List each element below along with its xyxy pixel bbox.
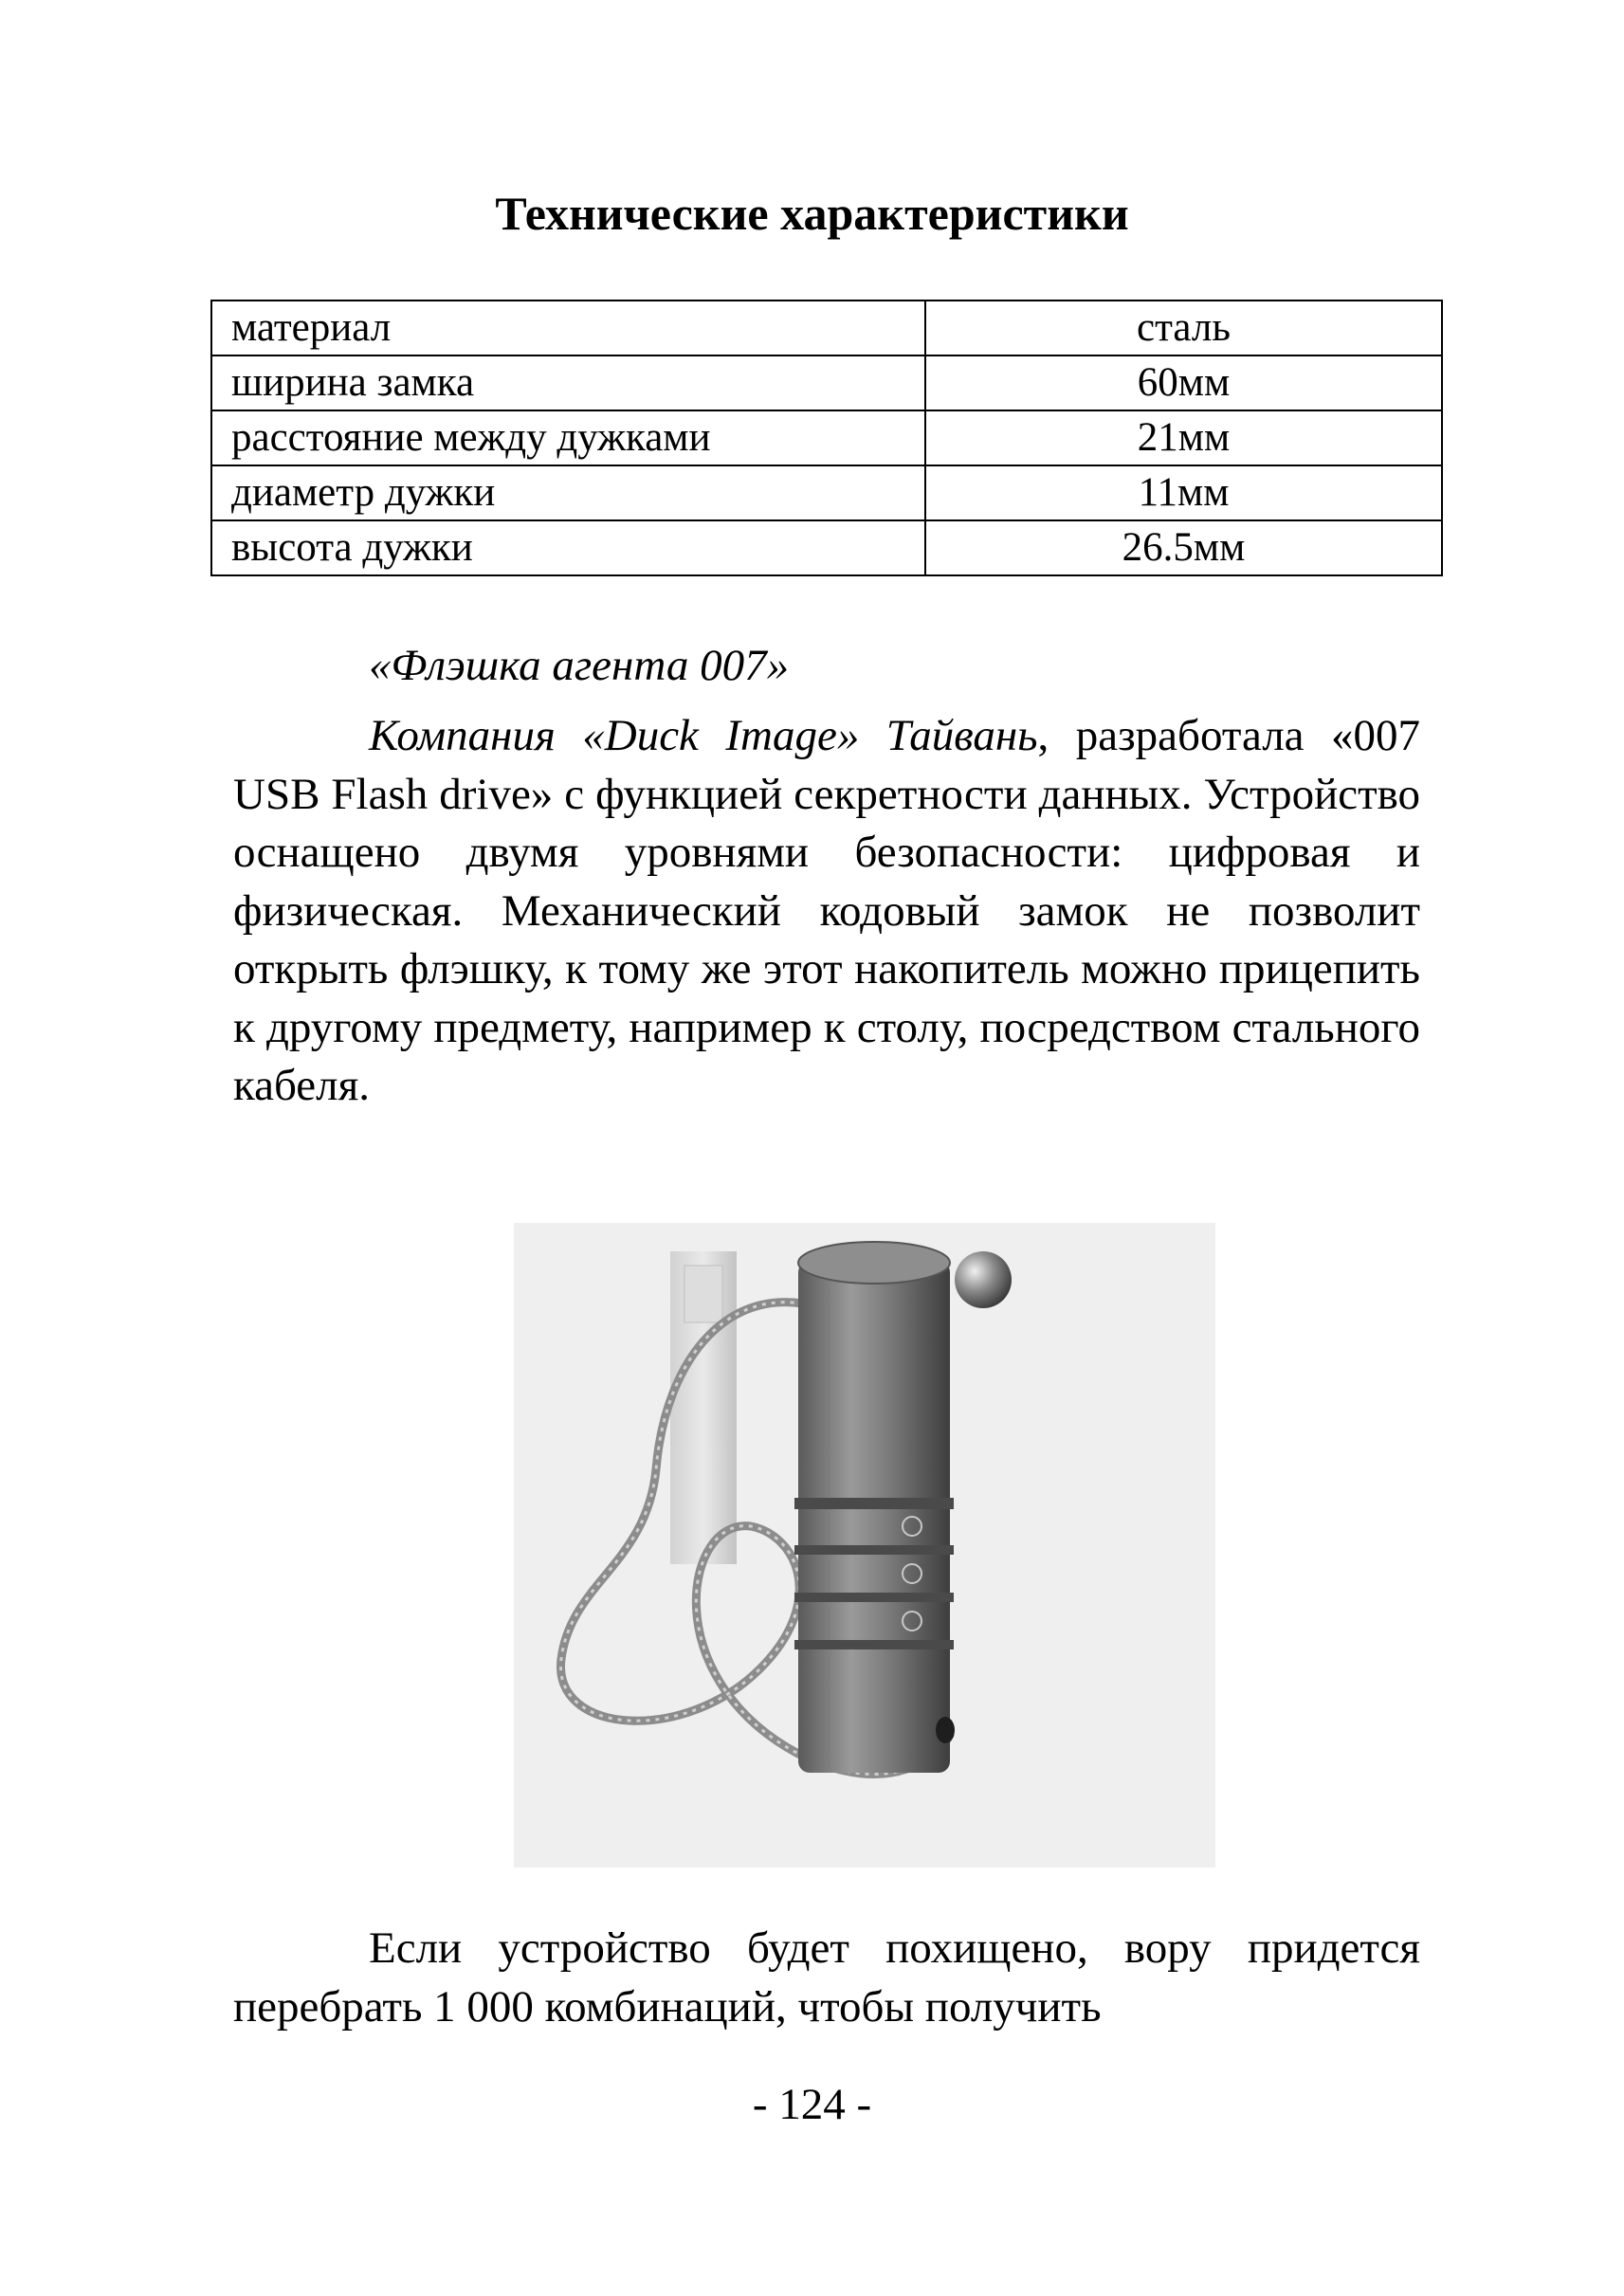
spec-label: диаметр дужки xyxy=(211,465,925,520)
continuation-text xyxy=(233,1920,1420,2036)
bottom-text: Если устройство будет похищено, вору придется перебрать 1 000 комбинаций, чтобы получить xyxy=(233,1923,1420,2032)
spec-label: материал xyxy=(211,301,925,355)
body-paragraph xyxy=(233,707,1420,1116)
paragraph-text: , разработала «007 USB Flash drive» с функцией секретности данных. Устройство оснащено двумя уровнями безопасности: цифровая и физическая. Механический кодовый замок не позволит открыть флэшку, к тому же этот накопитель можно прицепить к другому предмету, например к столу, посредством стального кабеля. xyxy=(233,711,1420,1110)
company-name: Компания «Duck Image» Тайвань xyxy=(369,711,1038,760)
table-row xyxy=(211,410,1442,465)
spec-label: высота дужки xyxy=(211,520,925,575)
spec-value: 60мм xyxy=(925,355,1442,410)
usb-flash-drive-photo xyxy=(514,1223,1215,1868)
page-number: - 124 - xyxy=(752,2080,872,2129)
spec-value: 21мм xyxy=(925,410,1442,465)
table-row xyxy=(211,301,1442,355)
spec-value: сталь xyxy=(925,301,1442,355)
table-row xyxy=(211,465,1442,520)
section-heading: «Флэшка агента 007» xyxy=(369,641,790,690)
specs-table xyxy=(210,300,1443,576)
spec-value: 11мм xyxy=(925,465,1442,520)
table-row xyxy=(211,520,1442,575)
page-title: Технические характеристики xyxy=(495,187,1129,240)
table-row xyxy=(211,355,1442,410)
spec-label: ширина замка xyxy=(211,355,925,410)
spec-value: 26.5мм xyxy=(925,520,1442,575)
spec-label: расстояние между дужками xyxy=(211,410,925,465)
